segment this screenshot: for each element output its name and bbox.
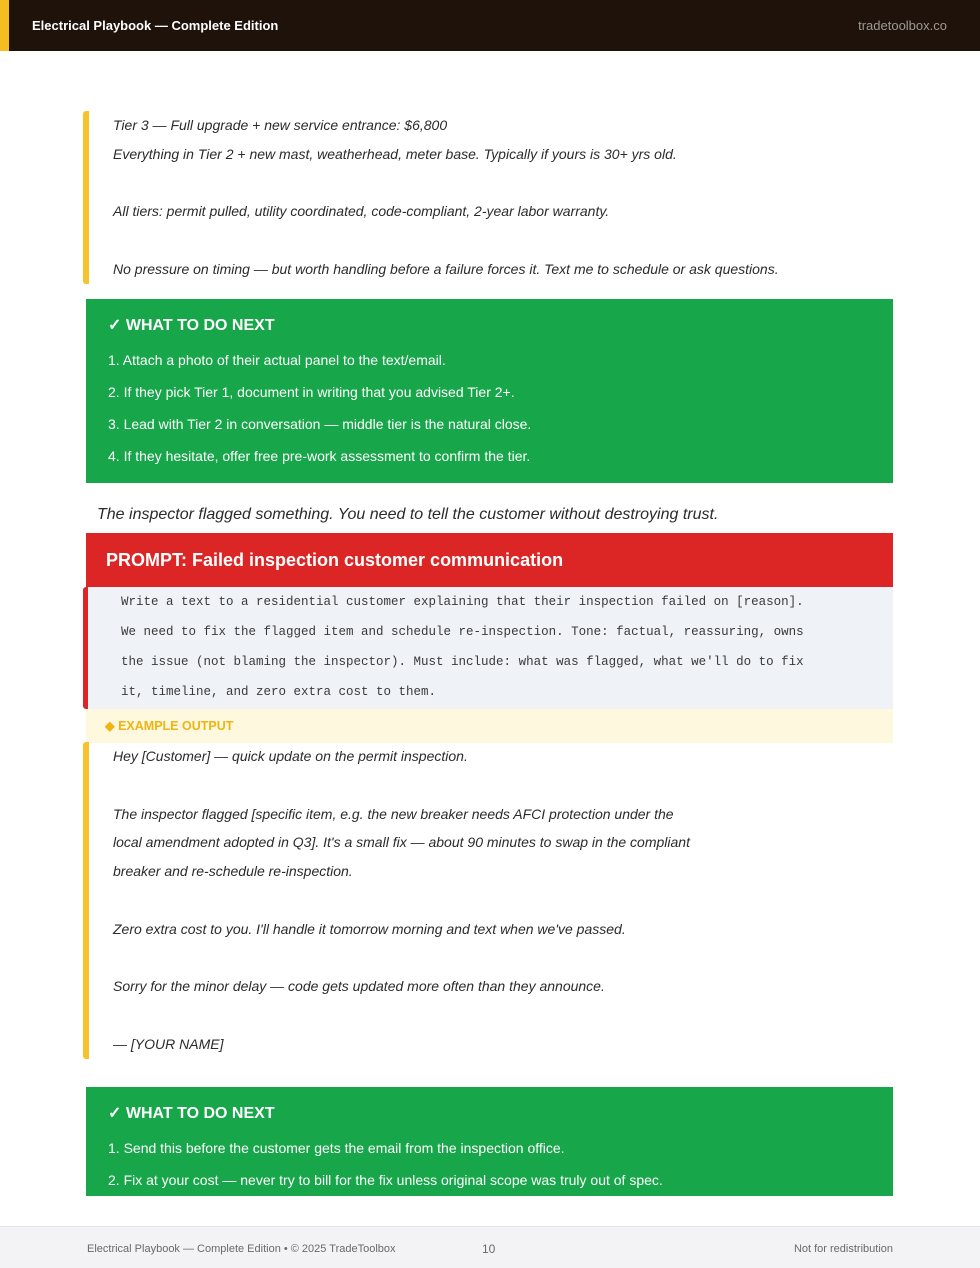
next-step-item: 1. Send this before the customer gets the email from the inspection office. [108,1140,565,1156]
next-steps-title: ✓ WHAT TO DO NEXT [108,317,275,334]
quote-blank-line [113,886,893,915]
example-output-label: ◆ EXAMPLE OUTPUT [86,709,893,743]
quote-blank-line [113,226,893,255]
quote-line: No pressure on timing — but worth handling before a failure forces it. Text me to schedule or ask questions. [113,260,779,277]
footer-copyright: Electrical Playbook — Complete Edition • © 2025 TradeToolbox [87,1243,396,1255]
quote-line: breaker and re-schedule re-inspection. [113,863,353,880]
quote-line: All tiers: permit pulled, utility coordinated, code-compliant, 2-year labor warranty. [113,203,610,220]
next-step-item: 2. If they pick Tier 1, document in writing that you advised Tier 2+. [108,384,515,400]
prompt-text-block [83,587,893,709]
page-number: 10 [482,1242,496,1256]
quote-line: The inspector flagged [specific item, e.g. the new breaker needs AFCI protection under the [113,805,674,822]
example-output-quote-1 [83,111,893,284]
quote-line: Zero extra cost to you. I'll handle it tomorrow morning and text when we've passed. [113,920,626,937]
quote-blank-line [113,771,893,800]
quote-line: local amendment adopted in Q3]. It's a small fix — about 90 minutes to swap in the compliant [113,834,690,851]
next-steps-title: ✓ WHAT TO DO NEXT [108,1105,275,1122]
next-step-item: 2. Fix at your cost — never try to bill for the fix unless original scope was truly out of spec. [108,1172,663,1188]
header-site-link[interactable]: tradetoolbox.co [858,18,947,33]
prompt-line: it, timeline, and zero extra cost to them. [121,685,437,699]
next-steps-list [108,344,871,472]
quote-line: — [YOUR NAME] [113,1035,224,1052]
quote-line: Everything in Tier 2 + new mast, weatherhead, meter base. Typically if yours is 30+ yrs old. [113,145,677,162]
footer-notice: Not for redistribution [793,1243,893,1255]
quote-line: Tier 3 — Full upgrade + new service entrance: $6,800 [113,117,448,133]
next-step-item: 4. If they hesitate, offer free pre-work assessment to confirm the tier. [108,448,531,464]
prompt-line: the issue (not blaming the inspector). Must include: what was flagged, what we'll do to fix [121,655,804,669]
what-to-do-next-box-2 [86,1087,893,1196]
next-step-item: 3. Lead with Tier 2 in conversation — middle tier is the natural close. [108,416,532,432]
prompt-line: We need to fix the flagged item and schedule re-inspection. Tone: factual, reassuring, owns [121,625,804,639]
quote-blank-line [113,169,893,198]
next-step-item: 1. Attach a photo of their actual panel to the text/email. [108,352,446,368]
page-header [0,0,980,51]
what-to-do-next-box-1 [86,299,893,483]
quote-blank-line [113,944,893,973]
header-title: Electrical Playbook — Complete Edition [32,18,279,33]
section-intro: The inspector flagged something. You need to tell the customer without destroying trust. [97,506,719,523]
next-steps-list [108,1132,871,1196]
page-footer [0,1226,980,1268]
example-output-quote-2 [83,742,893,1059]
quote-blank-line [113,1001,893,1030]
prompt-title: PROMPT: Failed inspection customer communication [86,533,893,587]
quote-line: Hey [Customer] — quick update on the permit inspection. [113,748,468,764]
prompt-line: Write a text to a residential customer explaining that their inspection failed on [reason]. [121,595,804,609]
quote-line: Sorry for the minor delay — code gets updated more often than they announce. [113,978,605,995]
